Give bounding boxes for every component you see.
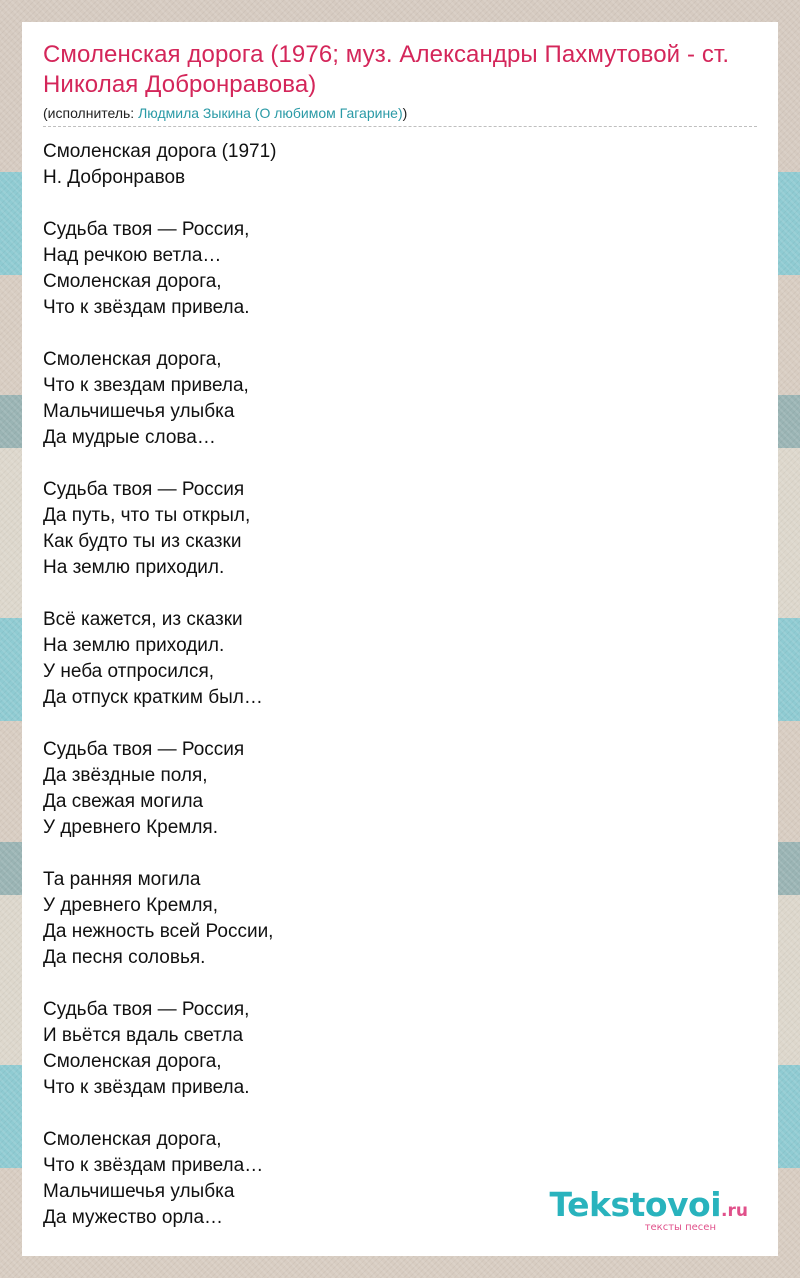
lyrics-line: Что к звездам привела,	[43, 375, 249, 396]
lyrics-text	[43, 139, 757, 1231]
lyrics-card	[22, 22, 778, 1256]
lyrics-line: У неба отпросился,	[43, 661, 215, 682]
lyrics-line: Всё кажется, из сказки	[43, 609, 243, 630]
lyrics-line: Что к звёздам привела.	[43, 297, 250, 318]
lyrics-line: Да отпуск кратким был…	[43, 687, 263, 708]
lyrics-line: Да мужество орла…	[43, 1207, 224, 1228]
lyrics-line: У древнего Кремля,	[43, 895, 218, 916]
lyrics-line: Да путь, что ты открыл,	[43, 505, 251, 526]
lyrics-line: Н. Добронравов	[43, 167, 186, 188]
lyrics-line: Да мудрые слова…	[43, 427, 216, 448]
lyrics-line: Смоленская дорога,	[43, 1129, 222, 1150]
lyrics-line: Мальчишечья улыбка	[43, 401, 235, 422]
site-logo[interactable]	[548, 1185, 748, 1233]
lyrics-line: Да песня соловья.	[43, 947, 206, 968]
lyrics-line: Как будто ты из сказки	[43, 531, 242, 552]
lyrics-line: Что к звёздам привела.	[43, 1077, 250, 1098]
lyrics-line: Что к звёздам привела…	[43, 1155, 264, 1176]
lyrics-stanza	[43, 867, 757, 971]
lyrics-stanza	[43, 217, 757, 321]
lyrics-stanza	[43, 139, 757, 191]
logo-name: Tekstovoi	[549, 1185, 722, 1224]
lyrics-line: Судьба твоя — Россия	[43, 739, 245, 760]
performer-prefix: (исполнитель:	[43, 105, 139, 121]
lyrics-line: Да звёздные поля,	[43, 765, 208, 786]
lyrics-line: На землю приходил.	[43, 635, 225, 656]
lyrics-stanza	[43, 737, 757, 841]
logo-tagline: тексты песен	[644, 1222, 716, 1233]
lyrics-line: На землю приходил.	[43, 557, 225, 578]
lyrics-line: Над речкою ветла…	[43, 245, 222, 266]
lyrics-stanza	[43, 477, 757, 581]
lyrics-line: Смоленская дорога (1971)	[43, 141, 277, 162]
lyrics-line: Судьба твоя — Россия	[43, 479, 245, 500]
lyrics-line: Да свежая могила	[43, 791, 204, 812]
lyrics-line: У древнего Кремля.	[43, 817, 218, 838]
lyrics-line: Та ранняя могила	[43, 869, 201, 890]
lyrics-stanza	[43, 607, 757, 711]
lyrics-line: Смоленская дорога,	[43, 271, 222, 292]
lyrics-line: Мальчишечья улыбка	[43, 1181, 235, 1202]
performer-line	[43, 104, 757, 127]
performer-link[interactable]: Людмила Зыкина (О любимом Гагарине)	[138, 105, 403, 121]
lyrics-line: Смоленская дорога,	[43, 1051, 222, 1072]
lyrics-line: Да нежность всей России,	[43, 921, 274, 942]
lyrics-line: Судьба твоя — Россия,	[43, 219, 250, 240]
lyrics-line: Смоленская дорога,	[43, 349, 222, 370]
performer-suffix: )	[402, 105, 408, 121]
lyrics-stanza	[43, 347, 757, 451]
lyrics-line: Судьба твоя — Россия,	[43, 999, 250, 1020]
song-title: Смоленская дорога (1976; муз. Александры Пахмутовой - ст. Николая Добронравова)	[43, 41, 730, 98]
logo-tld: .ru	[721, 1201, 748, 1221]
lyrics-stanza	[43, 997, 757, 1101]
lyrics-line: И вьётся вдаль светла	[43, 1025, 244, 1046]
